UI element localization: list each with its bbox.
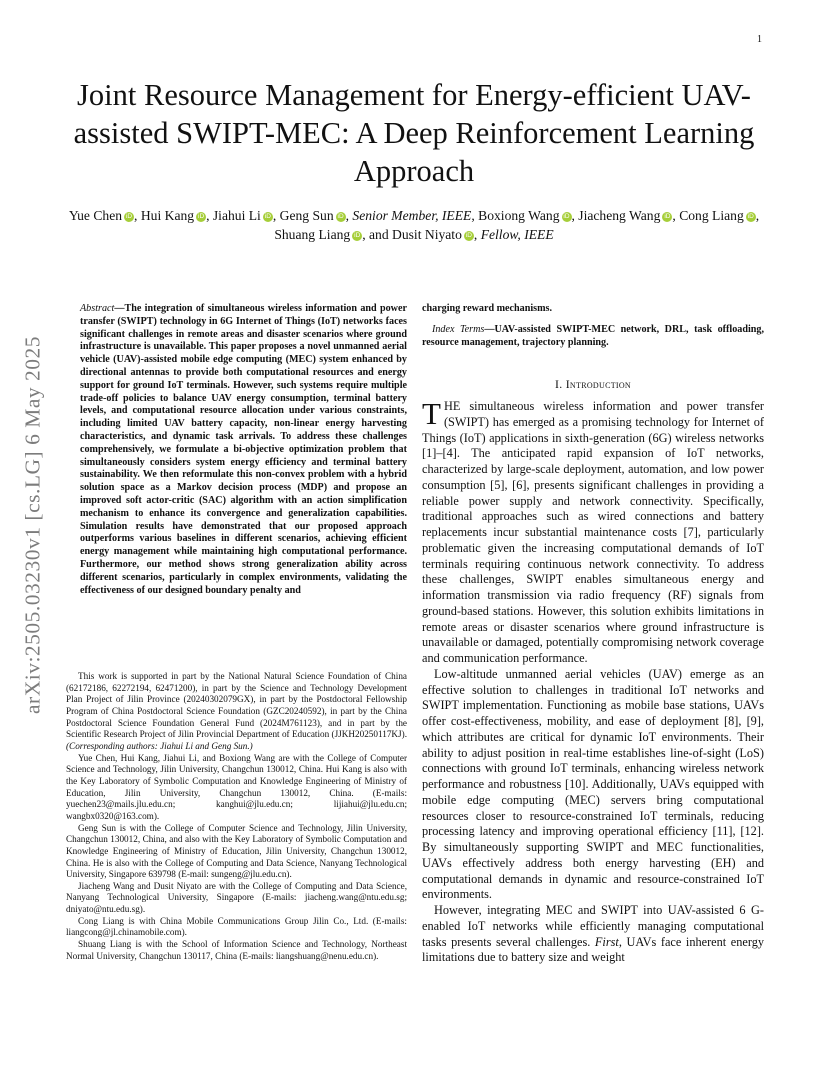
author-list: Yue Chen iD , Hui Kang iD , Jiahui Li iD , Geng Sun iD , Senior Member, IEEE, Boxiong Wang iD , Jiacheng Wang iD , Cong Liang iD , Shuang Liang iD , and Dusit Niyato iD , Fellow, IEEE [68,208,760,242]
author [578,208,672,223]
author-name: Cong Liang [679,208,744,223]
orcid-icon[interactable]: iD [747,213,754,220]
drop-cap: T [422,396,441,431]
affiliation-note: Yue Chen, Hui Kang, Jiahui Li, and Boxiong Wang are with the College of Computer Science and Technology, Jilin University, Changchun 130012, China. Hui Kang is also with the Key Laboratory of Symbolic Computation and Knowledge Engineering of Ministry of Education, Jilin University, Changchun 130012, China. (E-mails: yuechen23@mails.jlu.edu.cn; kanghui@jlu.edu.cn; lijiahui@jlu.edu.cn; wangbx0320@163.com). [66,752,407,821]
author: Dusit Niyato iD , Fellow, IEEE [392,227,554,242]
page-number: 1 [757,34,762,45]
orcid-icon[interactable]: iD [264,213,271,220]
abstract-label: Abstract [80,303,115,314]
paragraph [422,396,764,667]
affiliation-note: Jiacheng Wang and Dusit Niyato are with the College of Computing and Data Science, Nanyang Technological University, Singapore (E-mails: jiacheng.wang@ntu.edu.sg; dniyato@ntu.edu.sg). [66,880,407,915]
index-terms [422,324,764,350]
paragraph-text: , UAVs face inherent energy limitations due to battery size and weight [422,934,764,965]
orcid-icon[interactable]: iD [465,232,472,239]
author [213,208,273,223]
affiliation-note: Shuang Liang is with the School of Information Science and Technology, Northeast Normal University, Changchun 130117, China (E-mails: liangshuang@nenu.edu.cn). [66,939,407,961]
affiliation-note: Geng Sun is with the College of Computer Science and Technology, Jilin University, Changchun 130012, China, and also with the Key Laboratory of Symbolic Computation and Knowledge Engineering of Ministry of Education, Jilin University, Changchun 130012, China. He is also with the College of Computing and Data Science, Nanyang Technological University, Singapore 639798 (E-mail: sungeng@jlu.edu.cn). [66,822,407,880]
orcid-icon[interactable]: iD [354,232,361,239]
abstract [80,303,407,597]
emphasis: First [594,934,619,949]
paper-title: Joint Resource Management for Energy-efficient UAV-assisted SWIPT-MEC: A Deep Reinforcement Learning Approach [73,78,755,188]
author [274,227,362,242]
author [69,208,134,223]
author-name: Geng Sun [279,208,334,223]
author-name: Jiacheng Wang [578,208,661,223]
index-terms-label: Index Terms [432,324,485,335]
paragraph-text: However, integrating MEC and SWIPT into UAV-assisted 6 G-enabled IoT networks while efficiently managing computational tasks presents several challenges. [422,903,764,949]
funding-text: This work is supported in part by the National Natural Science Foundation of China (62172186, 62272194, 62471200), in part by the Science and Technology Development Plan Project of Jilin Province (20240302079GX), in part by the Postdoctoral Fellowship Program of China Postdoctoral Science Foundation (GZC20240592), in part by the China Postdoctoral Science Foundation General Fund (2024M761123), and in part by the Scientific Research Project of Jilin Provincial Department of Education (JJKH20250117KJ). [66,671,407,740]
author [141,208,206,223]
author-name: Jiahui Li [212,208,261,223]
paragraph: Low-altitude unmanned aerial vehicles (UAV) emerge as an effective solution to challenges in traditional IoT networks and SWIPT implementation. Functioning as mobile base stations, UAVs offer cost-effectiveness, mobility, and ease of deployment [8], [9], which attributes are critical for dynamic IoT environments. Their ability to adjust position in real-time establishes line-of-sight (LoS) connections with ground IoT terminals, enhancing wireless network performance and robustness [10]. Additionally, UAVs equipped with mobile edge computing (MEC) servers bring computational resources closer to resource-constrained IoT terminals, reducing processing latency and improving operational efficiency [11], [12]. By simultaneously supporting SWIPT and MEC functionalities, UAVs effectively address both energy harvesting (EH) and computational demands in dynamic and resource-constrained IoT environments. [422,666,764,902]
author-name: Hui Kang [140,208,195,223]
author-name: Boxiong Wang [478,208,560,223]
funding-note [66,671,407,753]
author-membership: Senior Member, IEEE [352,208,472,223]
footnotes [66,671,407,962]
author [478,208,571,223]
author-name: Yue Chen [68,208,123,223]
author-membership: Fellow, IEEE [480,227,554,242]
author: Geng Sun iD , Senior Member, IEEE [279,208,472,223]
paragraph-text: HE simultaneous wireless information and power transfer (SWIPT) has emerged as a promising technology for Internet of Things (IoT) applications in sixth-generation (6G) wireless networks [1]–[4]. The anticipated rapid expansion of IoT networks, characterized by large-scale deployment, automation, and low power consumption [5], [6], presents significant challenges in providing a reliable power supply and network connectivity. Specifically, traditional approaches such as wired connections and battery replacements incur substantial maintenance costs [7], particularly problematic given the increasing computational demands of IoT terminals requiring continuous network connectivity. To address these challenges, SWIPT enables simultaneous energy and information transmission via radio frequency (RF) signals from ground-based stations. However, this solution exhibits limitations in remote areas or disaster scenarios where ground infrastructure is unavailable or damaged, potentially compromising network coverage and communication performance. [422,399,764,665]
arxiv-identifier: arXiv:2505.03230v1 [cs.LG] 6 May 2025 [20,336,45,714]
orcid-icon[interactable]: iD [125,213,133,220]
section-title: Introduction [565,377,632,391]
orcid-icon[interactable]: iD [337,213,344,220]
abstract-continued: charging reward mechanisms. [422,303,553,314]
arxiv-sidebar [18,285,48,765]
affiliation-note: Cong Liang is with China Mobile Communications Group Jilin Co., Ltd. (E-mails: liangcong@jl.chinamobile.com). [66,915,407,938]
section-number: I. [554,377,563,391]
corresponding-authors: (Corresponding authors: Jiahui Li and Geng Sun.) [66,740,253,751]
orcid-icon[interactable]: iD [563,213,570,220]
section-heading [422,377,764,392]
orcid-icon[interactable]: iD [664,213,671,220]
abstract-text: —The integration of simultaneous wireless information and power transfer (SWIPT) technology in 6G Internet of Things (IoT) networks faces significant challenges in remote areas and disaster scenarios where ground infrastructure is unavailable. This paper proposes a novel unmanned aerial vehicle (UAV)-assisted mobile edge computing (MEC) system enhanced by directional antennas to provide both computational resources and energy support for ground IoT terminals. However, such systems require multiple trade-off policies to balance UAV energy consumption, terminal battery levels, and computational resource allocation under various constraints, including limited UAV battery capacity, non-linear energy harvesting characteristics, and dynamic task arrivals. To address these challenges comprehensively, we formulate a bi-objective optimization problem that simultaneously considers system energy efficiency and terminal battery sustainability. We then reformulate this non-convex problem with a hybrid solution space as a Markov decision process (MDP) and propose an improved soft actor-critic (SAC) algorithm with an action simplification mechanism to enhance its convergence and generalization capabilities. Simulation results have demonstrated that our proposed approach outperforms various baselines in different scenarios, achieving efficient energy management while maintaining high computational performance. Furthermore, our method shows strong generalization ability across different scenarios, particularly in complex environments, validating the effectiveness of our designed boundary penalty and [80,303,407,596]
author-name: Shuang Liang [274,227,351,242]
index-terms-text: —UAV-assisted SWIPT-MEC network, DRL, task offloading, resource management, trajectory planning. [422,324,764,348]
introduction-body [422,396,764,966]
author-name: Dusit Niyato [392,227,462,242]
paragraph [422,903,764,966]
author [679,208,756,223]
orcid-icon[interactable]: iD [198,213,205,220]
